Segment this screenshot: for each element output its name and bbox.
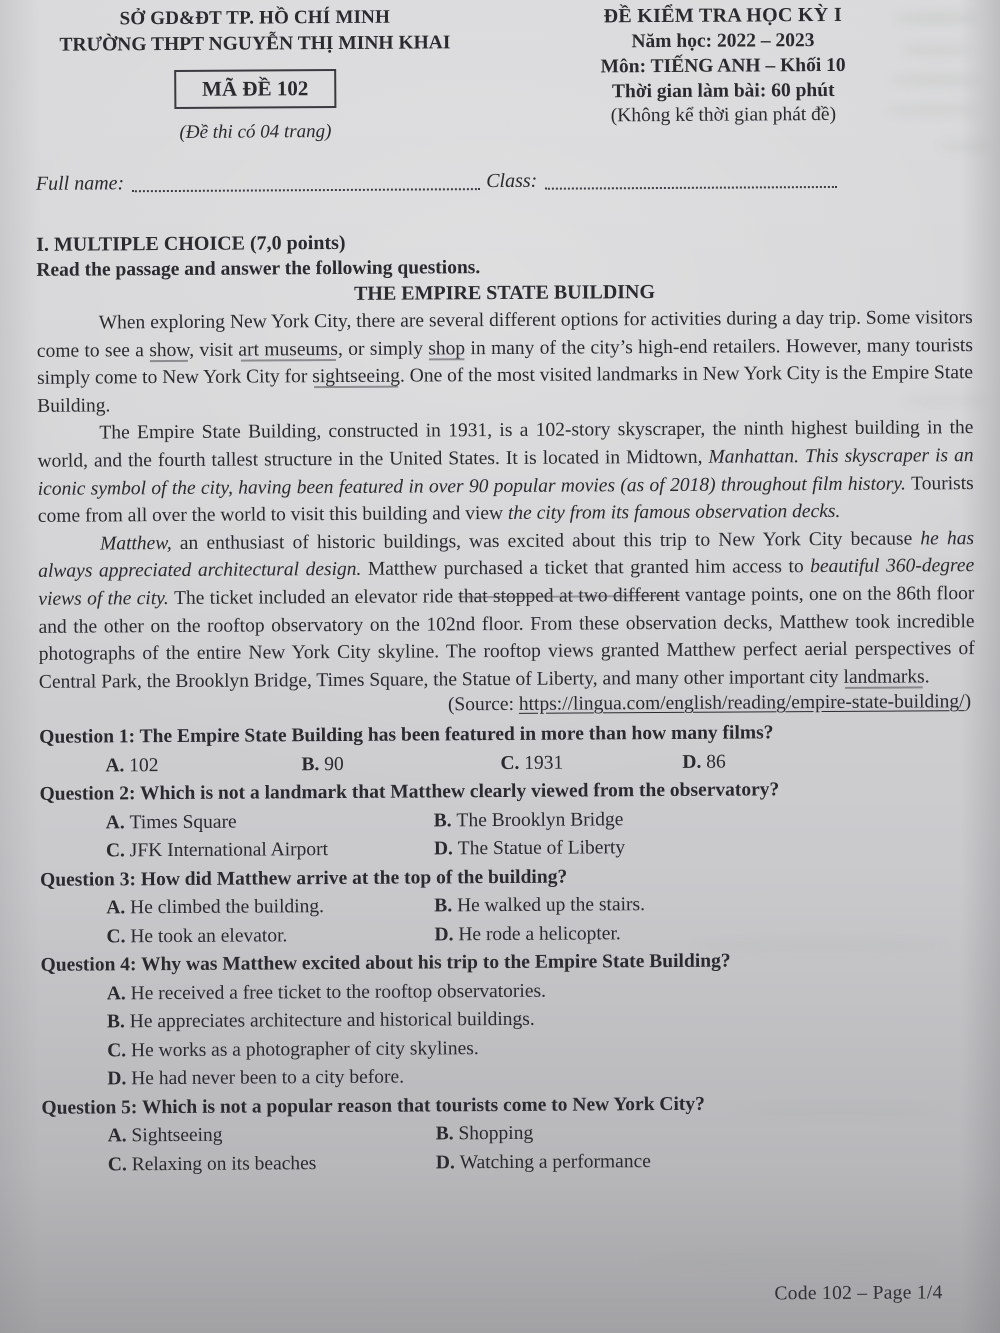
answer-option: D. He rode a helicopter. — [434, 923, 621, 946]
question-label: Question 2: — [39, 783, 141, 806]
full-name-label: Full name: — [35, 172, 125, 195]
option-letter: C. — [106, 926, 131, 948]
passage-paragraph — [38, 525, 975, 696]
answer-options — [106, 804, 976, 866]
answer-option: A. He climbed the building. — [106, 896, 325, 919]
answer-option: B. He walked up the stairs. — [434, 894, 646, 917]
option-letter: D. — [433, 838, 458, 860]
option-letter: A. — [105, 755, 130, 777]
question-text: Question 4: Why was Matthew excited about his trip to the Empire State Building? — [40, 950, 731, 977]
passage-text: , or simply — [337, 338, 429, 360]
answer-options — [108, 1117, 978, 1179]
passage-text-pencil-underline: show — [149, 339, 190, 361]
answer-option: D. 86 — [682, 751, 726, 773]
reading-passage — [37, 304, 975, 696]
question-label: Question 3: — [40, 869, 141, 891]
question-4 — [41, 946, 978, 1094]
answer-option: A. Sightseeing — [107, 1125, 223, 1147]
answer-options — [106, 889, 976, 951]
passage-text: Tourists come from all over the world to visit this building and view — [37, 472, 974, 527]
answer-option: C. Relaxing on its beaches — [107, 1152, 317, 1176]
section-heading: I. MULTIPLE CHOICE (7,0 points) — [36, 231, 346, 256]
passage-text-pencil-underline: shop — [428, 337, 466, 360]
answer-option: B. Shopping — [435, 1123, 534, 1145]
answer-option: D. Watching a performance — [435, 1150, 651, 1174]
duration: Thời gian làm bài: 60 phút — [611, 79, 835, 103]
exam-code-box: MÃ ĐỀ 102 — [174, 69, 336, 109]
answer-option: A. Times Square — [105, 811, 237, 834]
answer-options — [105, 747, 975, 781]
answer-option: C. He took an elevator. — [106, 925, 288, 948]
passage-text-italic: the city from its famous observation decks. — [507, 501, 841, 525]
option-letter: B. — [301, 753, 325, 776]
question-2 — [40, 775, 977, 866]
option-letter: B. — [435, 1123, 459, 1145]
option-letter: A. — [105, 812, 130, 834]
passage-text: Matthew purchased a ticket that granted him access to — [367, 556, 811, 581]
spacer — [843, 190, 949, 191]
option-letter: B. — [106, 1011, 130, 1033]
passage-text-pencil-underline: art museums — [238, 338, 339, 361]
question-text: Question 2: Which is not a landmark that Matthew clearly viewed from the observatory? — [39, 779, 780, 806]
class-label: Class: — [486, 169, 538, 193]
question-label: Question 4: — [40, 954, 142, 977]
answer-option: D. The Statue of Liberty — [433, 837, 626, 860]
question-3 — [40, 861, 977, 952]
question-label: Question 5: — [41, 1097, 142, 1119]
question-text: Question 5: Which is not a popular reason that tourists come to New York City? — [41, 1093, 705, 1119]
question-label: Question 1: — [39, 726, 140, 749]
option-letter: B. — [433, 810, 457, 832]
question-text: Question 3: How did Matthew arrive at the top of the building? — [40, 866, 568, 891]
passage-text: When exploring New York City, there are several different options for activities during a day trip. Some visitors come to see a — [36, 307, 973, 362]
option-letter: B. — [434, 895, 458, 917]
passage-text: The ticket included an elevator ride — [173, 586, 459, 609]
passage-text: in many of the city’s high-end retailers. However, many tourists simply come to New York City for — [36, 334, 973, 390]
passage-paragraph — [37, 414, 974, 530]
exam-header — [35, 3, 972, 145]
option-letter: A. — [106, 983, 131, 1005]
option-letter: D. — [682, 751, 707, 773]
option-letter: D. — [435, 1152, 460, 1174]
questions-list — [39, 718, 978, 1180]
header-exam-block — [475, 3, 972, 142]
school-name: TRƯỜNG THPT NGUYỄN THỊ MINH KHAI — [59, 32, 451, 56]
pages-note: (Đề thi có 04 trang) — [179, 121, 332, 143]
source-prefix: (Source: — [447, 694, 519, 716]
answer-option: C. 1931 — [500, 752, 564, 774]
school-year: Năm học: 2022 – 2023 — [631, 30, 815, 53]
answer-option: C. JFK International Airport — [105, 839, 329, 862]
question-text: Question 1: The Empire State Building has been featured in more than how many films? — [39, 722, 774, 749]
passage-text: . — [924, 666, 930, 688]
passage-text: , visit — [189, 339, 239, 361]
passage-text-pencil-underline: sightseeing — [312, 365, 401, 388]
duration-note: (Không kể thời gian phát đề) — [610, 103, 837, 127]
answer-option: B. The Brooklyn Bridge — [433, 809, 624, 832]
option-letter: A. — [106, 897, 131, 919]
question-5 — [41, 1089, 978, 1180]
answer-option: B. He appreciates architecture and historical buildings. — [106, 1009, 535, 1033]
source-url: https://lingua.com/english/reading/empire-state-building/ — [518, 691, 965, 716]
option-letter: C. — [107, 1040, 132, 1062]
source-line — [39, 691, 975, 719]
section-instruction: Read the passage and answer the following questions. — [36, 257, 481, 281]
passage-text-strike-faint: that stopped at two different — [458, 584, 680, 608]
passage-paragraph — [37, 304, 974, 420]
option-letter: A. — [107, 1125, 132, 1147]
option-letter: D. — [107, 1068, 132, 1090]
passage-text-italic: he has always appreciated architectural design. — [38, 527, 975, 583]
option-letter: C. — [500, 752, 525, 774]
answer-options — [107, 975, 978, 1094]
option-letter: D. — [434, 924, 459, 946]
passage-text-pencil-underline: landmarks — [843, 666, 925, 688]
option-letter: C. — [105, 840, 130, 862]
passage-text-italic: Matthew, — [99, 532, 180, 555]
answer-option: D. He had never been to a city before. — [107, 1066, 405, 1090]
subject-grade: Môn: TIẾNG ANH – Khối 10 — [600, 54, 846, 78]
source-suffix: ) — [964, 691, 972, 713]
full-name-blank-line — [132, 168, 480, 192]
passage-title: THE EMPIRE STATE BUILDING — [353, 281, 656, 305]
question-1 — [39, 718, 975, 781]
answer-option: B. 90 — [301, 753, 344, 776]
exam-title: ĐỀ KIỂM TRA HỌC KỲ I — [603, 3, 843, 28]
passage-text-italic: Manhattan. This skyscraper is an iconic symbol of the city, having been featured in over 90 popular movies (as of 2018) throughout film history. — [37, 445, 974, 500]
class-blank-line — [545, 166, 837, 190]
answer-option: C. He works as a photographer of city skylines. — [107, 1037, 479, 1062]
passage-text: an enthusiast of historic buildings, was excited about this trip to New York City because — [179, 528, 921, 554]
option-letter: C. — [107, 1154, 132, 1176]
passage-text-italic: beautiful 360-degree views of the city. — [38, 555, 975, 610]
page-footer: Code 102 – Page 1/4 — [774, 1282, 943, 1305]
passage-text: . One of the most visited landmarks in New York City is the Empire State Building. — [37, 362, 974, 417]
student-info-row — [36, 165, 972, 196]
answer-option: A. 102 — [105, 754, 159, 777]
passage-text: The Empire State Building, constructed in 1931, is a 102-story skyscraper, the ninth highest building in the world, and the fourth tallest structure in the United States. It is located in Midtown, — [37, 417, 974, 472]
department-name: SỞ GD&ĐT TP. HỒ CHÍ MINH — [119, 6, 391, 30]
header-school-block — [35, 6, 476, 145]
answer-option: A. He received a free ticket to the rooftop observatories. — [106, 980, 546, 1005]
passage-text: vantage points, one on the 86th floor and the other on the rooftop observatory on the 102nd floor. From these observation decks, Matthew took incredible photographs of the entire New York City skyline. The rooftop views granted Matthew perfect aerial perspectives of Central Park, the Brooklyn Bridge, Times Square, the Statue of Liberty, and many other important city — [38, 583, 975, 693]
